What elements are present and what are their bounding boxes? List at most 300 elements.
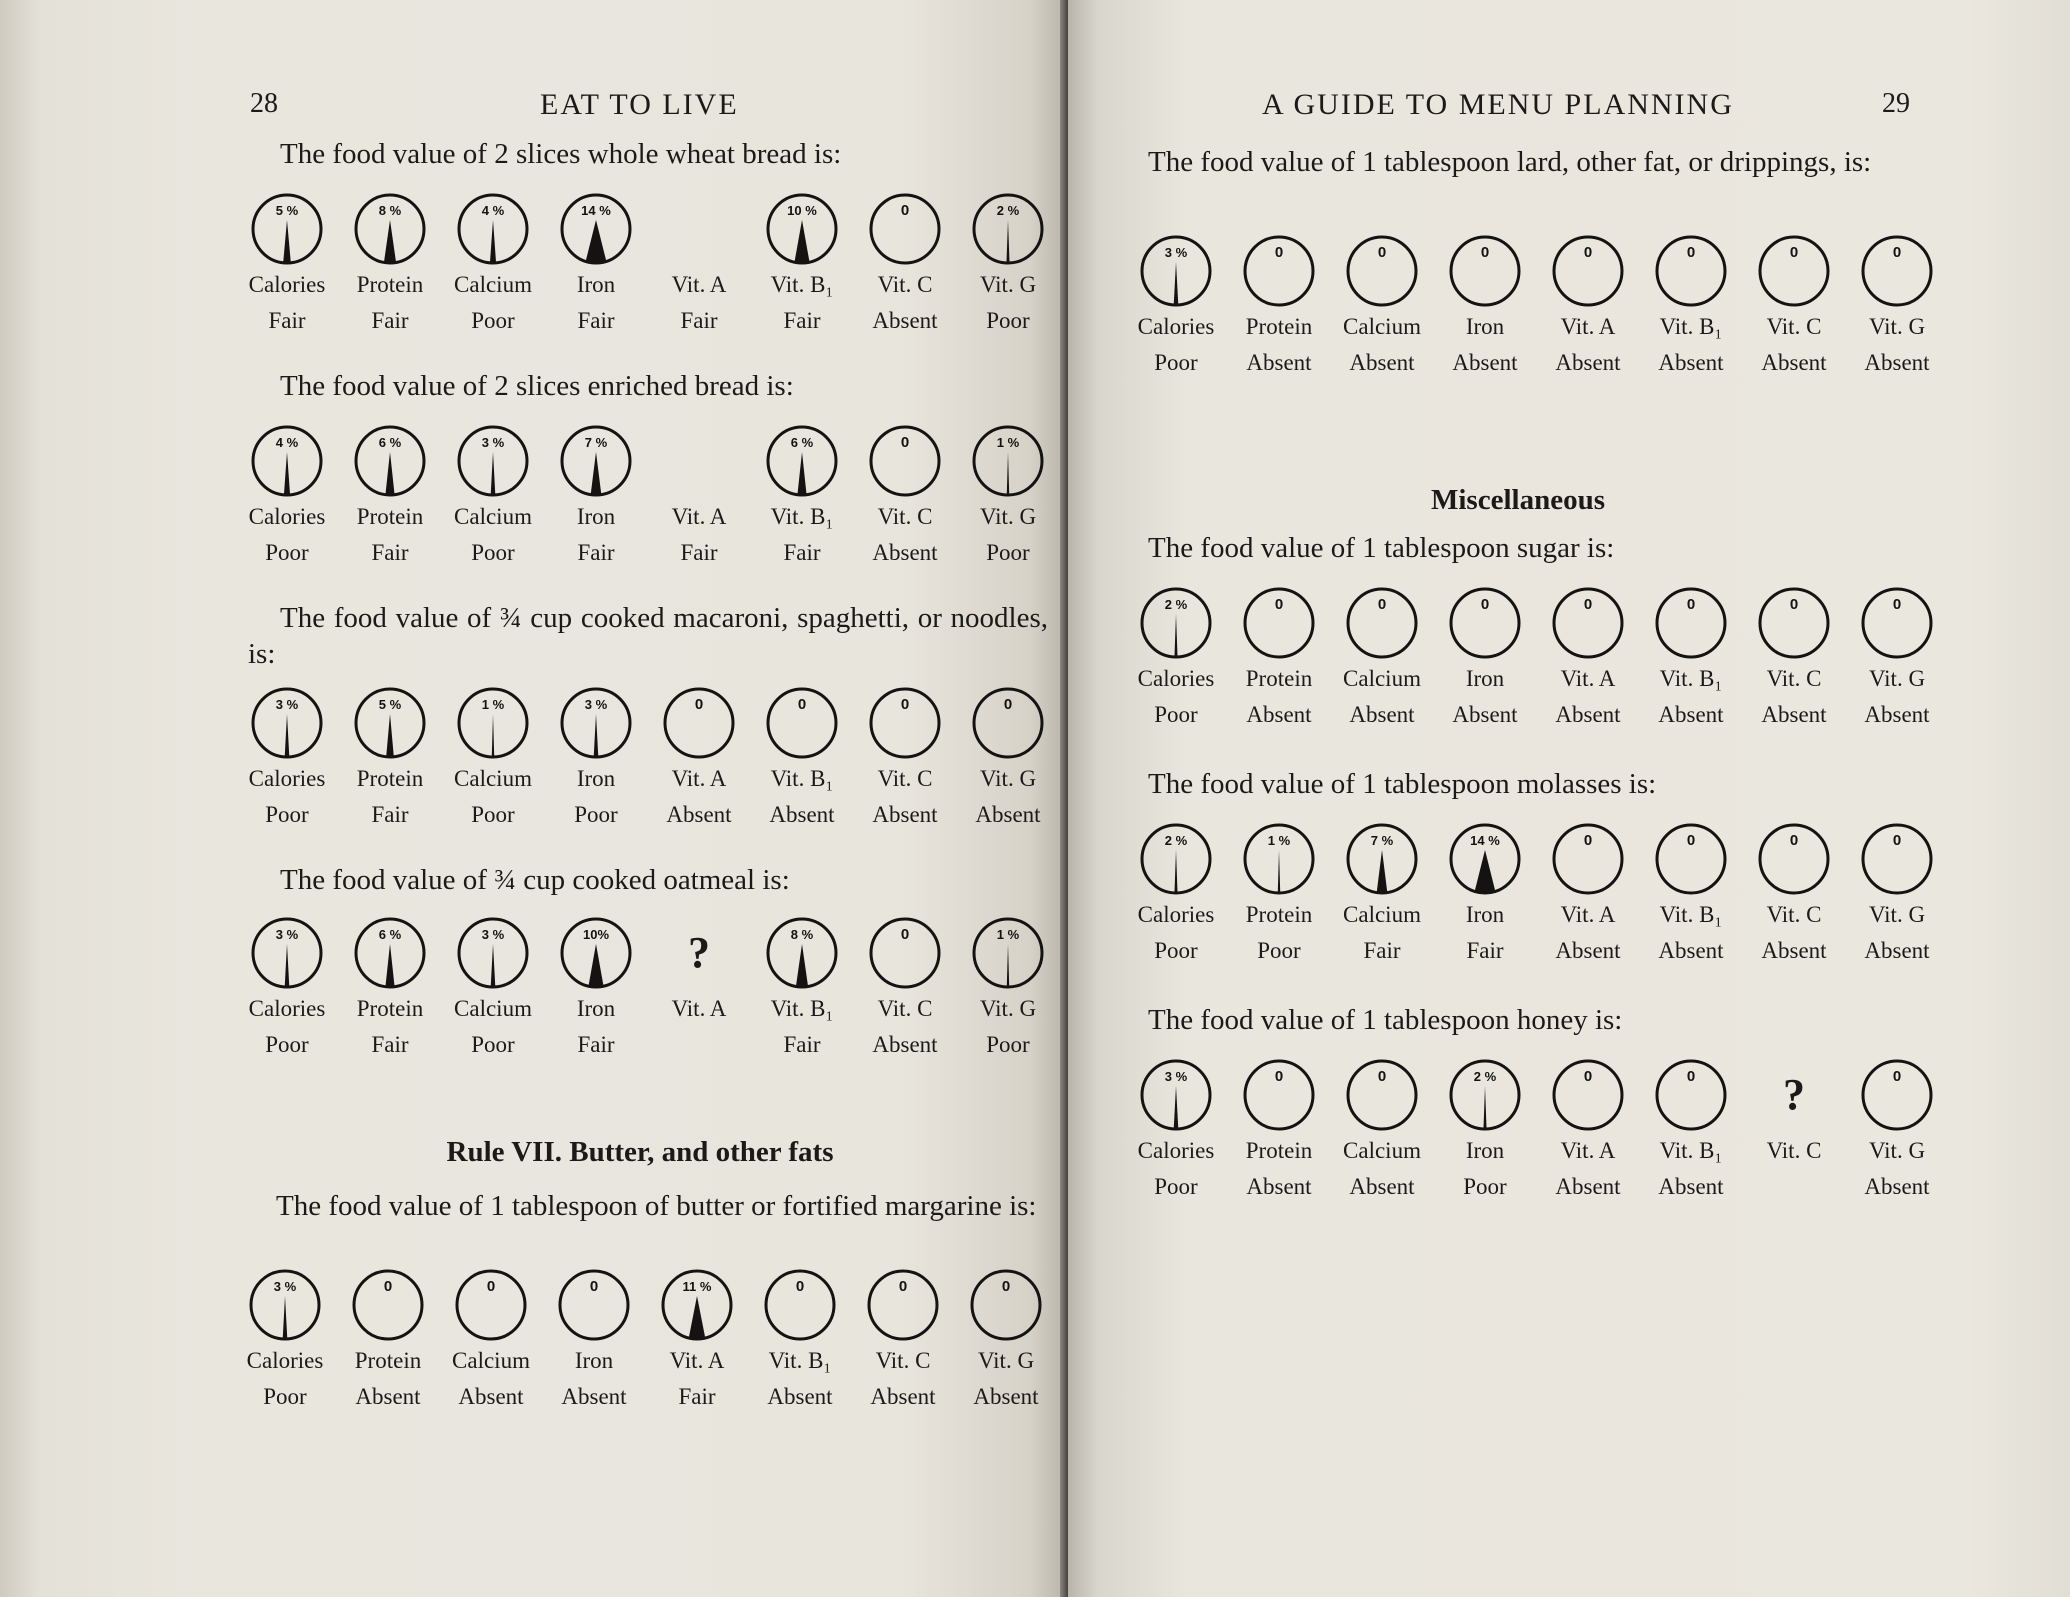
section-intro: The food value of ¾ cup cooked oatmeal is: <box>280 864 790 896</box>
dial-percent-label: 0 <box>1583 832 1593 849</box>
dial-percent-label: 3 % <box>481 927 505 942</box>
nutrient-cell <box>237 424 337 566</box>
nutrient-name: Vit. A <box>671 272 727 297</box>
nutrient-cell <box>340 686 440 828</box>
dial-wedge <box>386 944 395 986</box>
nutrient-name: Iron <box>1465 1138 1505 1163</box>
nutrient-rating: Poor <box>471 540 515 565</box>
nutrient-cell <box>340 424 440 566</box>
unknown-value-mark: ? <box>1783 1070 1805 1119</box>
dial-percent-label: 7 % <box>1370 833 1394 848</box>
nutrient-name: Calcium <box>1343 1138 1421 1163</box>
nutrient-rating: Absent <box>1452 350 1518 375</box>
nutrient-name: Vit. B₁ <box>768 1348 832 1373</box>
nutrient-dial <box>1757 822 1831 896</box>
nutrient-cell <box>649 916 749 1032</box>
nutrient-dial <box>1242 586 1316 660</box>
dial-percent-label: 0 <box>1377 596 1387 613</box>
dial-percent-label: 3 % <box>481 435 505 450</box>
nutrient-rating: Absent <box>1761 702 1827 727</box>
unknown-value-mark: ? <box>688 928 710 977</box>
nutrient-rating: Absent <box>872 308 938 333</box>
nutrient-dial <box>1757 234 1831 308</box>
section-intro: The food value of 1 tablespoon honey is: <box>1148 1004 1623 1036</box>
dial-percent-label: 0 <box>900 434 910 451</box>
dial-percent-label: 2 % <box>1164 833 1188 848</box>
dial-percent-label: 6 % <box>378 927 402 942</box>
dial-percent-label: 3 % <box>1164 1069 1188 1084</box>
nutrient-dial <box>868 424 942 498</box>
nutrient-name: Vit. G <box>979 996 1037 1021</box>
nutrient-cell <box>340 916 440 1058</box>
nutrient-dial <box>1139 1058 1213 1132</box>
nutrient-name: Calcium <box>1343 314 1421 339</box>
dial-percent-label: 0 <box>1274 1068 1284 1085</box>
nutrient-cell <box>1229 822 1329 964</box>
nutrient-dial-row <box>1126 822 2006 972</box>
nutrient-rating: Fair <box>783 308 821 333</box>
dial-percent-label: 0 <box>1480 596 1490 613</box>
nutrient-dial-row <box>1126 1058 2006 1208</box>
dial-percent-label: 8 % <box>378 203 402 218</box>
nutrient-cell <box>1744 822 1844 964</box>
nutrient-rating: Fair <box>678 1384 716 1409</box>
dial-wedge <box>1174 262 1179 304</box>
nutrient-rating: Absent <box>872 1032 938 1057</box>
nutrient-cell <box>338 1268 438 1410</box>
dial-wedge <box>283 1296 288 1338</box>
dial-wedge <box>589 944 604 986</box>
dial-percent-label: 0 <box>694 696 704 713</box>
nutrient-name: Vit. G <box>979 272 1037 297</box>
running-head: EAT TO LIVE <box>540 88 739 121</box>
dial-percent-label: 0 <box>1003 696 1013 713</box>
nutrient-rating: Fair <box>268 308 306 333</box>
nutrient-cell <box>443 916 543 1058</box>
nutrient-rating: Fair <box>1466 938 1504 963</box>
nutrient-rating: Absent <box>1761 938 1827 963</box>
nutrient-rating: Fair <box>680 308 718 333</box>
nutrient-cell <box>1847 586 1947 728</box>
nutrient-cell <box>546 424 646 566</box>
nutrient-name: Vit. B₁ <box>1659 666 1723 691</box>
nutrient-cell <box>1538 234 1638 376</box>
dial-wedge <box>1175 850 1178 892</box>
dial-percent-label: 1 % <box>996 435 1020 450</box>
dial-wedge <box>1278 850 1280 892</box>
nutrient-dial <box>868 192 942 266</box>
nutrient-cell <box>1435 822 1535 964</box>
dial-wedge <box>284 452 290 494</box>
nutrient-cell <box>237 916 337 1058</box>
nutrient-rating: Absent <box>355 1384 421 1409</box>
dial-wedge <box>1007 452 1009 494</box>
nutrient-cell <box>752 686 852 828</box>
nutrient-name: Iron <box>574 1348 614 1373</box>
nutrient-name: Calories <box>246 1348 324 1373</box>
nutrient-cell <box>958 686 1058 828</box>
nutrient-name: Calcium <box>454 272 532 297</box>
nutrient-name: Protein <box>356 766 424 791</box>
nutrient-dial <box>1860 822 1934 896</box>
nutrient-rating: Absent <box>561 1384 627 1409</box>
nutrient-name: Vit. A <box>1560 902 1616 927</box>
nutrient-dial <box>353 916 427 990</box>
nutrient-cell <box>237 686 337 828</box>
nutrient-name: Calories <box>248 504 326 529</box>
nutrient-rating: Poor <box>471 308 515 333</box>
nutrient-name: Protein <box>1245 902 1313 927</box>
nutrient-cell <box>441 1268 541 1410</box>
dial-percent-label: 0 <box>797 696 807 713</box>
nutrient-dial <box>1654 822 1728 896</box>
nutrient-dial <box>969 1268 1043 1342</box>
nutrient-dial <box>1860 234 1934 308</box>
page-number: 28 <box>250 88 278 119</box>
nutrient-rating: Poor <box>574 802 618 827</box>
nutrient-name: Vit. G <box>979 766 1037 791</box>
nutrient-rating: Fair <box>1363 938 1401 963</box>
nutrient-cell <box>1847 1058 1947 1200</box>
dial-percent-label: 0 <box>1274 244 1284 261</box>
nutrient-dial <box>1448 234 1522 308</box>
nutrient-name: Calcium <box>1343 666 1421 691</box>
section-intro: The food value of ¾ cup cooked macaroni, spaghetti, or noodles, is: <box>248 602 1048 670</box>
nutrient-rating: Absent <box>1864 1174 1930 1199</box>
nutrient-name: Vit. A <box>669 1348 725 1373</box>
nutrient-rating: Absent <box>1555 938 1621 963</box>
nutrient-name: Vit. G <box>1868 314 1926 339</box>
dial-wedge <box>689 1296 706 1338</box>
nutrient-rating: Poor <box>1463 1174 1507 1199</box>
dial-percent-label: 0 <box>1686 1068 1696 1085</box>
nutrient-dial <box>559 192 633 266</box>
nutrient-cell <box>1332 1058 1432 1200</box>
nutrient-rating: Poor <box>265 802 309 827</box>
nutrient-dial-row <box>237 916 1057 1066</box>
dial-percent-label: 0 <box>1789 244 1799 261</box>
nutrient-name: Vit. C <box>877 272 933 297</box>
dial-percent-label: 0 <box>1686 244 1696 261</box>
dial-percent-label: 0 <box>1686 832 1696 849</box>
nutrient-cell <box>1126 1058 1226 1200</box>
nutrient-dial <box>1860 586 1934 660</box>
nutrient-cell <box>1435 586 1535 728</box>
nutrient-name: Vit. B₁ <box>1659 314 1723 339</box>
nutrient-cell <box>750 1268 850 1410</box>
dial-percent-label: 0 <box>383 1278 393 1295</box>
section-heading: Rule VII. Butter, and other fats <box>446 1136 834 1168</box>
nutrient-dial <box>353 192 427 266</box>
nutrient-rating: Absent <box>1658 350 1724 375</box>
nutrient-name: Vit. A <box>671 766 727 791</box>
dial-percent-label: 2 % <box>1473 1069 1497 1084</box>
nutrient-name: Protein <box>356 272 424 297</box>
dial-wedge <box>591 452 602 494</box>
nutrient-dial <box>971 424 1045 498</box>
section-intro: The food value of 1 tablespoon molasses is: <box>1148 768 1657 800</box>
dial-percent-label: 11 % <box>682 1279 712 1294</box>
nutrient-cell <box>443 424 543 566</box>
nutrient-dial <box>1139 822 1213 896</box>
nutrient-dial <box>763 1268 837 1342</box>
nutrient-name: Iron <box>1465 314 1505 339</box>
nutrient-name: Iron <box>576 504 616 529</box>
dial-percent-label: 0 <box>589 1278 599 1295</box>
dial-percent-label: 0 <box>900 202 910 219</box>
dial-wedge <box>491 944 496 986</box>
nutrient-rating: Absent <box>1864 702 1930 727</box>
nutrient-dial <box>1654 234 1728 308</box>
dial-percent-label: 0 <box>1789 832 1799 849</box>
nutrient-cell <box>855 192 955 334</box>
dial-percent-label: 1 % <box>996 927 1020 942</box>
nutrient-rating: Absent <box>1864 938 1930 963</box>
nutrient-cell <box>546 916 646 1058</box>
nutrient-dial <box>765 192 839 266</box>
dial-percent-label: 3 % <box>275 927 299 942</box>
empty-dial-slot <box>649 192 749 266</box>
nutrient-name: Vit. B₁ <box>770 504 834 529</box>
nutrient-cell <box>958 424 1058 566</box>
nutrient-name: Protein <box>1245 314 1313 339</box>
nutrient-cell <box>1538 822 1638 964</box>
dial-percent-label: 0 <box>1583 596 1593 613</box>
nutrient-name: Vit. C <box>877 996 933 1021</box>
nutrient-name: Vit. A <box>671 996 727 1021</box>
dial-percent-label: 2 % <box>1164 597 1188 612</box>
nutrient-rating: Absent <box>872 540 938 565</box>
nutrient-cell <box>1847 822 1947 964</box>
dial-wedge <box>1377 850 1388 892</box>
nutrient-name: Calories <box>1137 902 1215 927</box>
nutrient-name: Vit. A <box>1560 666 1616 691</box>
nutrient-rating: Absent <box>1349 702 1415 727</box>
nutrient-dial <box>866 1268 940 1342</box>
nutrient-rating: Poor <box>265 540 309 565</box>
dial-percent-label: 8 % <box>790 927 814 942</box>
nutrient-name: Vit. A <box>1560 314 1616 339</box>
nutrient-cell <box>1641 234 1741 376</box>
nutrient-cell <box>855 424 955 566</box>
nutrient-dial <box>765 916 839 990</box>
nutrient-name: Vit. G <box>1868 1138 1926 1163</box>
nutrient-rating: Absent <box>975 802 1041 827</box>
nutrient-rating: Fair <box>783 1032 821 1057</box>
nutrient-name: Protein <box>356 996 424 1021</box>
nutrient-dial <box>1757 586 1831 660</box>
nutrient-name: Calcium <box>454 996 532 1021</box>
nutrient-name: Protein <box>356 504 424 529</box>
nutrient-cell <box>1435 1058 1535 1200</box>
nutrient-cell <box>1229 234 1329 376</box>
nutrient-rating: Fair <box>577 1032 615 1057</box>
nutrient-name: Vit. G <box>977 1348 1035 1373</box>
nutrient-rating: Absent <box>1864 350 1930 375</box>
nutrient-cell <box>1538 586 1638 728</box>
nutrient-name: Calories <box>1137 1138 1215 1163</box>
nutrient-cell <box>1229 1058 1329 1200</box>
nutrient-rating: Poor <box>471 1032 515 1057</box>
nutrient-name: Calories <box>248 766 326 791</box>
dial-percent-label: 0 <box>486 1278 496 1295</box>
nutrient-dial <box>250 192 324 266</box>
nutrient-cell <box>1641 586 1741 728</box>
nutrient-dial <box>456 916 530 990</box>
nutrient-rating: Absent <box>458 1384 524 1409</box>
dial-wedge <box>594 714 599 756</box>
empty-dial-slot <box>649 424 749 498</box>
nutrient-name: Iron <box>576 996 616 1021</box>
nutrient-name: Vit. G <box>979 504 1037 529</box>
nutrient-name: Vit. C <box>1766 314 1822 339</box>
dial-percent-label: 0 <box>1377 1068 1387 1085</box>
nutrient-rating: Absent <box>1555 1174 1621 1199</box>
nutrient-name: Vit. G <box>1868 666 1926 691</box>
nutrient-name: Vit. C <box>877 504 933 529</box>
nutrient-rating: Absent <box>1658 1174 1724 1199</box>
nutrient-name: Vit. C <box>875 1348 931 1373</box>
nutrient-cell <box>752 916 852 1058</box>
nutrient-dial-row <box>1126 586 2006 736</box>
section-intro: The food value of 1 tablespoon sugar is: <box>1148 532 1615 564</box>
nutrient-name: Iron <box>576 766 616 791</box>
nutrient-cell <box>1332 822 1432 964</box>
nutrient-rating: Poor <box>986 1032 1030 1057</box>
nutrient-dial <box>660 1268 734 1342</box>
dial-wedge <box>492 714 494 756</box>
nutrient-dial <box>454 1268 528 1342</box>
nutrient-rating: Absent <box>973 1384 1039 1409</box>
nutrient-dial <box>765 686 839 760</box>
nutrient-name: Vit. A <box>1560 1138 1616 1163</box>
nutrient-name: Iron <box>576 272 616 297</box>
nutrient-name: Vit. C <box>877 766 933 791</box>
nutrient-name: Vit. B₁ <box>1659 1138 1723 1163</box>
dial-percent-label: 0 <box>1377 244 1387 261</box>
nutrient-cell <box>958 916 1058 1058</box>
nutrient-cell <box>752 424 852 566</box>
nutrient-dial <box>456 686 530 760</box>
dial-percent-label: 3 % <box>584 697 608 712</box>
nutrient-name: Protein <box>1245 666 1313 691</box>
nutrient-rating: Poor <box>1154 938 1198 963</box>
dial-percent-label: 5 % <box>378 697 402 712</box>
nutrient-name: Calories <box>248 272 326 297</box>
page-number: 29 <box>1882 88 1910 119</box>
nutrient-rating: Poor <box>1154 1174 1198 1199</box>
nutrient-rating: Fair <box>371 802 409 827</box>
dial-percent-label: 0 <box>1789 596 1799 613</box>
nutrient-dial <box>868 916 942 990</box>
dial-percent-label: 0 <box>1001 1278 1011 1295</box>
dial-wedge <box>285 944 290 986</box>
nutrient-dial <box>1345 1058 1419 1132</box>
dial-wedge <box>491 452 496 494</box>
dial-percent-label: 0 <box>1480 244 1490 261</box>
dial-wedge <box>1174 1086 1179 1128</box>
nutrient-cell <box>958 192 1058 334</box>
nutrient-dial <box>971 686 1045 760</box>
nutrient-cell <box>546 192 646 334</box>
nutrient-dial <box>559 686 633 760</box>
running-head: A GUIDE TO MENU PLANNING <box>1262 88 1734 121</box>
nutrient-dial <box>1654 1058 1728 1132</box>
dial-percent-label: 3 % <box>273 1279 297 1294</box>
dial-percent-label: 14 % <box>1470 833 1500 848</box>
nutrient-rating: Poor <box>986 308 1030 333</box>
nutrient-dial <box>1551 822 1625 896</box>
nutrient-rating: Absent <box>872 802 938 827</box>
nutrient-rating: Absent <box>1246 702 1312 727</box>
nutrient-rating: Absent <box>1658 938 1724 963</box>
nutrient-dial <box>1448 822 1522 896</box>
nutrient-dial-row <box>237 424 1057 574</box>
dial-percent-label: 0 <box>795 1278 805 1295</box>
dial-percent-label: 4 % <box>481 203 505 218</box>
nutrient-dial <box>1139 586 1213 660</box>
nutrient-name: Calcium <box>452 1348 530 1373</box>
nutrient-cell <box>649 686 749 828</box>
nutrient-cell <box>956 1268 1056 1410</box>
dial-wedge <box>586 220 607 262</box>
nutrient-rating: Absent <box>1246 1174 1312 1199</box>
nutrient-rating: Poor <box>265 1032 309 1057</box>
dial-wedge <box>1475 850 1496 892</box>
nutrient-dial <box>456 192 530 266</box>
nutrient-cell <box>1538 1058 1638 1200</box>
nutrient-name: Calcium <box>454 766 532 791</box>
nutrient-dial <box>559 916 633 990</box>
section-intro: The food value of 1 tablespoon of butter or fortified margarine is: <box>276 1190 1037 1222</box>
nutrient-name: Vit. B₁ <box>770 272 834 297</box>
nutrient-name: Vit. A <box>671 504 727 529</box>
nutrient-rating: Poor <box>1154 350 1198 375</box>
nutrient-cell <box>1229 586 1329 728</box>
nutrient-dial <box>1654 586 1728 660</box>
nutrient-cell <box>235 1268 335 1410</box>
nutrient-cell <box>1847 234 1947 376</box>
dial-percent-label: 0 <box>1686 596 1696 613</box>
nutrient-dial <box>765 424 839 498</box>
nutrient-cell <box>1744 234 1844 376</box>
nutrient-rating: Absent <box>767 1384 833 1409</box>
dial-percent-label: 3 % <box>1164 245 1188 260</box>
nutrient-dial-row <box>235 1268 1055 1418</box>
dial-percent-label: 4 % <box>275 435 299 450</box>
dial-percent-label: 0 <box>1892 1068 1902 1085</box>
nutrient-cell <box>1332 234 1432 376</box>
nutrient-rating: Poor <box>1257 938 1301 963</box>
nutrient-name: Calories <box>248 996 326 1021</box>
dial-percent-label: 6 % <box>790 435 814 450</box>
section-intro: The food value of 2 slices whole wheat bread is: <box>280 138 842 170</box>
nutrient-dial <box>250 424 324 498</box>
nutrient-name: Calories <box>1137 314 1215 339</box>
dial-percent-label: 1 % <box>481 697 505 712</box>
dial-wedge <box>1007 944 1009 986</box>
nutrient-rating: Fair <box>371 540 409 565</box>
nutrient-rating: Absent <box>1658 702 1724 727</box>
nutrient-rating: Absent <box>666 802 732 827</box>
nutrient-rating: Fair <box>577 308 615 333</box>
dial-percent-label: 1 % <box>1267 833 1291 848</box>
dial-wedge <box>384 220 396 262</box>
nutrient-dial <box>1345 822 1419 896</box>
nutrient-rating: Fair <box>577 540 615 565</box>
nutrient-dial <box>1551 234 1625 308</box>
dial-percent-label: 7 % <box>584 435 608 450</box>
